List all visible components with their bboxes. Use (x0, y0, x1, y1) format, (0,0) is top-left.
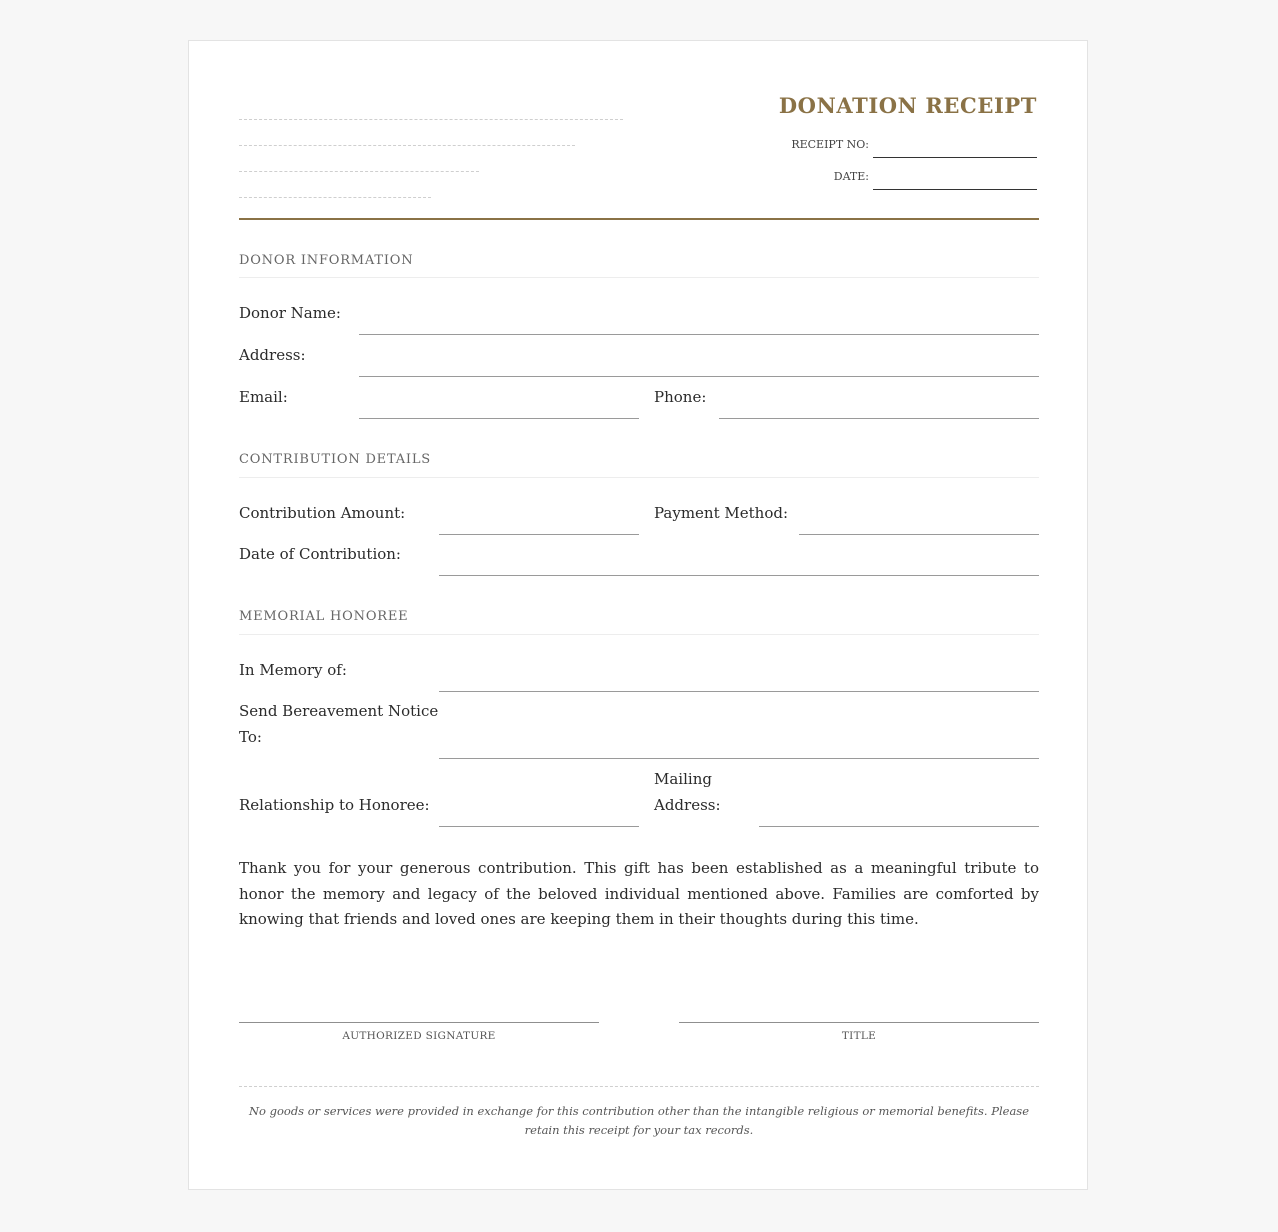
in-memory-field[interactable] (439, 691, 1039, 692)
contribution-amount-field[interactable] (439, 534, 639, 535)
mailing-address-field[interactable] (759, 826, 1039, 827)
email-label: Email: (239, 388, 288, 406)
receipt-no-label: RECEIPT NO: (791, 138, 869, 151)
donor-section-title: DONOR INFORMATION (239, 253, 414, 268)
date-field[interactable] (873, 189, 1037, 190)
payment-method-label: Payment Method: (654, 504, 789, 522)
phone-label: Phone: (654, 388, 707, 406)
title-label: TITLE (841, 1030, 877, 1042)
date-label: DATE: (833, 170, 869, 183)
address-field[interactable] (359, 376, 1039, 377)
donor-name-label: Donor Name: (239, 304, 341, 322)
address-label: Address: (239, 346, 306, 364)
mailing-address-label-line2: Address: (654, 796, 721, 814)
honoree-section-title: MEMORIAL HONOREE (239, 609, 409, 624)
footer-divider (239, 1086, 1039, 1087)
authorized-signature-label: AUTHORIZED SIGNATURE (342, 1030, 496, 1042)
header-divider (239, 218, 1039, 220)
payment-method-field[interactable] (799, 534, 1039, 535)
contribution-amount-label: Contribution Amount: (239, 504, 406, 522)
honoree-section-divider (239, 634, 1039, 635)
authorized-signature-field[interactable] (239, 1022, 599, 1023)
bereavement-notice-label-line1: Send Bereavement Notice (239, 702, 439, 720)
receipt-page (188, 40, 1088, 1190)
contribution-section-title: CONTRIBUTION DETAILS (239, 452, 431, 467)
contribution-date-label: Date of Contribution: (239, 545, 401, 563)
relationship-field[interactable] (439, 826, 639, 827)
tax-disclaimer: No goods or services were provided in exchange for this contribution other than the intangible religious or memorial benefits. Please retain this receipt for your tax records. (248, 1104, 1030, 1137)
in-memory-label: In Memory of: (239, 661, 347, 679)
mailing-address-label-line1: Mailing (654, 770, 712, 788)
bereavement-notice-field[interactable] (439, 758, 1039, 759)
phone-field[interactable] (719, 418, 1039, 419)
contribution-section-divider (239, 477, 1039, 478)
org-contact-placeholder (239, 197, 431, 198)
email-field[interactable] (359, 418, 639, 419)
bereavement-notice-label-line2: To: (239, 728, 262, 746)
receipt-no-field[interactable] (873, 157, 1037, 158)
org-address-placeholder (239, 145, 575, 146)
contribution-date-field[interactable] (439, 575, 1039, 576)
donor-section-divider (239, 277, 1039, 278)
document-title: DONATION RECEIPT (778, 93, 1037, 118)
relationship-label: Relationship to Honoree: (239, 796, 430, 814)
title-field[interactable] (679, 1022, 1039, 1023)
org-city-placeholder (239, 171, 479, 172)
donor-name-field[interactable] (359, 334, 1039, 335)
thank-you-message: Thank you for your generous contribution. This gift has been established as a meaningful tribute to honor the memory and legacy of the beloved individual mentioned above. Families are comforted by knowing that friends and loved ones are keeping them in their thoughts during this time. (239, 859, 1039, 928)
org-name-placeholder (239, 119, 623, 120)
